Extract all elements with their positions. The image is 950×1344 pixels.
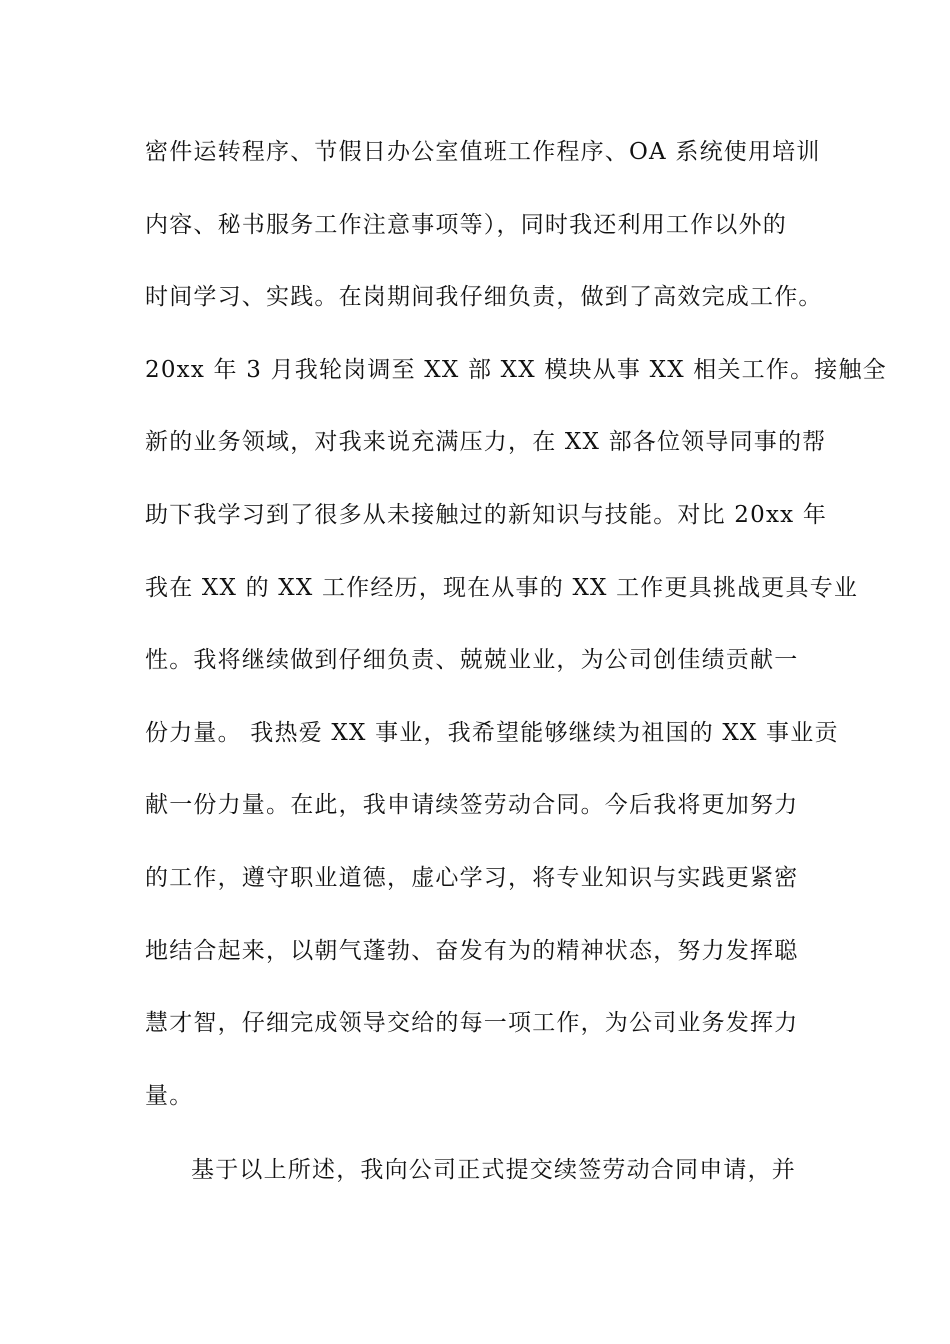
text-line: 的工作，遵守职业道德，虚心学习，将专业知识与实践更紧密 (145, 864, 799, 891)
text-line: 时间学习、实践。在岗期间我仔细负责，做到了高效完成工作。 (145, 284, 823, 311)
text-line: 份力量。 我热爱 XX 事业，我希望能够继续为祖国的 XX 事业贡 (145, 719, 839, 746)
text-line: 20xx 年 3 月我轮岗调至 XX 部 XX 模块从事 XX 相关工作。接触全 (145, 356, 887, 383)
text-line: 慧才智，仔细完成领导交给的每一项工作，为公司业务发挥力 (145, 1010, 799, 1037)
text-line: 内容、秘书服务工作注意事项等），同时我还利用工作以外的 (145, 211, 787, 238)
text-line: 密件运转程序、节假日办公室值班工作程序、OA 系统使用培训 (145, 139, 821, 165)
text-line: 性。我将继续做到仔细负责、兢兢业业，为公司创佳绩贡献一 (145, 647, 799, 674)
text-line: 基于以上所述，我向公司正式提交续签劳动合同申请，并 (191, 1157, 796, 1184)
document-body (145, 128, 887, 1219)
text-line: 我在 XX 的 XX 工作经历，现在从事的 XX 工作更具挑战更具专业 (145, 574, 859, 601)
text-line: 助下我学习到了很多从未接触过的新知识与技能。对比 20xx 年 (145, 501, 828, 528)
text-line: 新的业务领域，对我来说充满压力，在 XX 部各位领导同事的帮 (145, 429, 827, 456)
text-line: 献一份力量。在此，我申请续签劳动合同。今后我将更加努力 (145, 792, 799, 819)
text-line: 量。 (145, 1082, 194, 1109)
paragraph (145, 128, 887, 1144)
text-line: 地结合起来，以朝气蓬勃、奋发有为的精神状态，努力发挥聪 (145, 937, 799, 964)
paragraph (145, 1146, 825, 1219)
